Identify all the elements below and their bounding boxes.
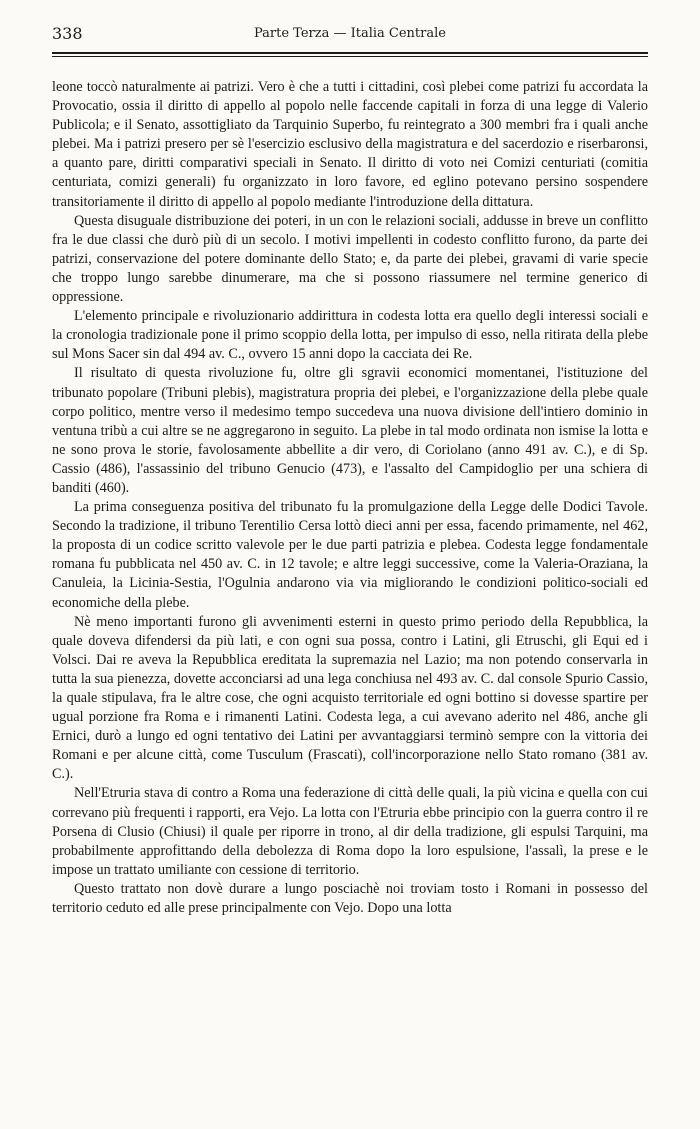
paragraph: La prima conseguenza positiva del tribunato fu la promulgazione della Legge delle Dodici Tavole. Secondo la tradizione, il tribuno Terentilio Cersa lottò dieci anni per essa, facendo primamente, nel 462, la proposta di un codice scritto valevole per le due parti patrizia e plebea. Codesta legge fondamentale romana fu pubblicata nel 450 av. C. in 12 tavole; e altre leggi successive, come la Valeria-Oraziana, la Canuleia, la Licinia-Sestia, l'Ogulnia andarono via via migliorando le condizioni politico-sociali ed economiche della plebe. xyxy=(52,499,648,611)
paragraph: L'elemento principale e rivoluzionario addirittura in codesta lotta era quello degli interessi sociali e la cronologia tradizionale pone il primo scoppio della lotta, per impulso di esso, nella ritirata della plebe sul Mons Sacer sin dal 494 av. C., ovvero 15 anni dopo la cacciata dei Re. xyxy=(52,308,648,363)
page-header xyxy=(52,22,648,48)
page-number: 338 xyxy=(52,24,83,43)
header-rule-thin xyxy=(52,56,648,57)
paragraph: Nell'Etruria stava di contro a Roma una federazione di città delle quali, la più vicina e quella con cui correvano più frequenti i rapporti, era Vejo. La lotta con l'Etruria ebbe principio con la guerra contro il re Porsena di Clusio (Chiusi) il quale per riporre in trono, al dir della tradizione, gli espulsi Tarquini, ma probabilmente approfittando della debolezza di Roma dopo la loro espulsione, l'assalì, la prese e le impose un trattato umiliante con cessione di territorio. xyxy=(52,785,648,878)
header-rule xyxy=(52,52,648,54)
paragraph: Nè meno importanti furono gli avvenimenti esterni in questo primo periodo della Repubblica, la quale doveva difendersi da più lati, e con ogni sua possa, contro i Latini, gli Etruschi, gli Equi ed i Volsci. Dai re aveva la Repubblica ereditata la supremazia nel Lazio; ma non potendo conservarla in tutta la sua pienezza, dovette acconciarsi ad una lega conchiusa nel 493 av. C. dal console Spurio Cassio, la quale stipulava, fra le altre cose, che ogni acquisto territoriale ed ogni bottino si dovesse spartire per ugual porzione fra Roma e i rimanenti Latini. Codesta lega, a cui avevano aderito nel 486, anche gli Ernici, durò a lungo ed ogni tentativo dei Latini per avvantaggiarsi terminò sempre con la vittoria dei Romani e per alcune città, come Tusculum (Frascati), coll'incorporazione nello Stato romano (381 av. C.). xyxy=(52,613,648,783)
paragraph: Questo trattato non dovè durare a lungo posciachè noi troviam tosto i Romani in possesso del territorio ceduto ed alle prese principalmente con Vejo. Dopo una lotta xyxy=(52,880,648,917)
paragraph: Il risultato di questa rivoluzione fu, oltre gli sgravii economici momentanei, l'istituzione del tribunato popolare (Tribuni plebis), magistratura propria dei plebei, e l'organizzazione della plebe quale corpo politico, mentre verso il medesimo tempo succedeva una nuova divisione dell'intiero dominio in ventuna tribù a cui altre se ne aggregarono in seguito. La plebe in tal modo ordinata non ismise la lotta e ne sono prova le storie, favolosamente abbellite a dir vero, di Coriolano (anno 491 av. C.), e di Sp. Cassio (486), l'assassinio del tribuno Genucio (473), e l'assalto del Campidoglio per una schiera di banditi (460). xyxy=(52,365,648,496)
body-text xyxy=(52,78,648,918)
running-title: Parte Terza — Italia Centrale xyxy=(254,26,446,41)
paragraph: Questa disuguale distribuzione dei poteri, in un con le relazioni sociali, addusse in breve un conflitto fra le due classi che durò più di un secolo. I motivi impellenti in codesto conflitto furono, da parte dei patrizi, conservazione del potere dominante dello Stato; e, da parte dei plebei, gravami di varie specie che troppo lungo sarebbe dinumerare, ma che si possono riassumere nel termine generico di oppressione. xyxy=(52,212,648,306)
paragraph: leone toccò naturalmente ai patrizi. Vero è che a tutti i cittadini, così plebei come patrizi fu accordata la Provocatio, ossia il diritto di appello al popolo nelle faccende capitali in forza di una legge di Valerio Publicola; e il Senato, assottigliato da Tarquinio Superbo, fu reintegrato a 300 membri fra i quali anche plebei. Ma i patrizi presero per sè l'esercizio esclusivo della magistratura e del sacerdozio e riserbaronsi, a quanto pare, diritti comparativi speciali in Senato. Il diritto di voto nei Comizi centuriati (comitia centuriata, comizi generali) fu organizzato in loro favore, ed eglino potevano persino sospendere transitoriamente il diritto di appello al popolo mediante l'introduzione della dittatura. xyxy=(52,79,648,210)
